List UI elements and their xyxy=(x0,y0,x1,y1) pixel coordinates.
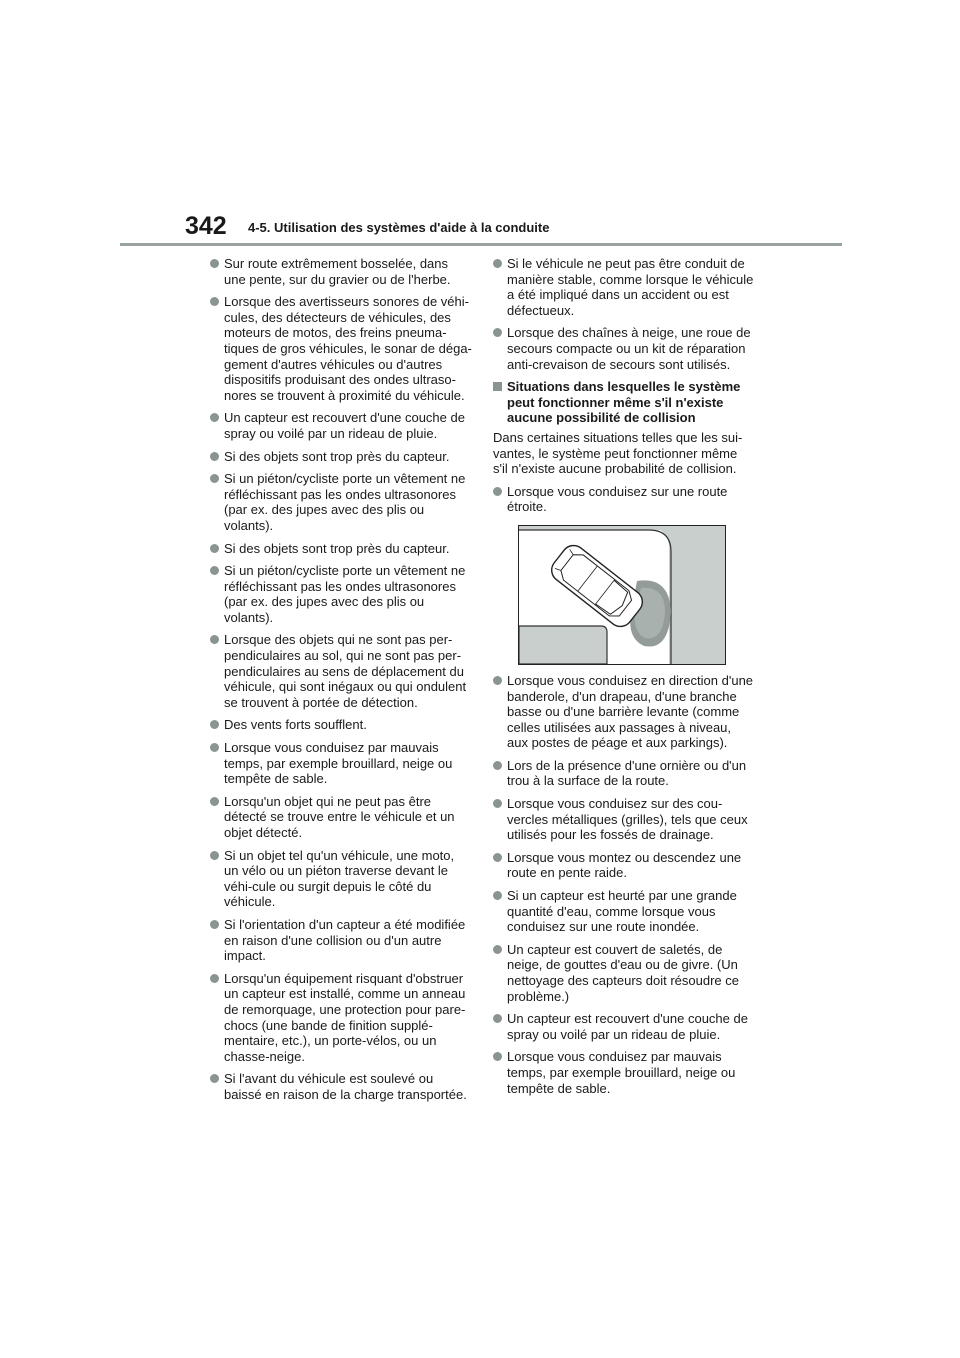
list-item xyxy=(210,794,472,841)
list-item xyxy=(493,888,755,935)
square-bullet-icon xyxy=(493,382,502,391)
list-item-text: Un capteur est recouvert d'une couche de spray ou voilé par un rideau de pluie. xyxy=(224,410,465,441)
list-item-text: Un capteur est recouvert d'une couche de spray ou voilé par un rideau de pluie. xyxy=(507,1011,748,1042)
bullet-icon xyxy=(210,851,219,860)
bullet-icon xyxy=(493,945,502,954)
list-item-text: Lorsque vous conduisez sur une route étroite. xyxy=(507,483,728,515)
list-item xyxy=(210,410,472,441)
list-item-text: Si un capteur est heurté par une grande quantité d'eau, comme lorsque vous conduisez sur une route inondée. xyxy=(507,888,737,935)
list-item xyxy=(210,632,472,710)
list-item-text: Lorsque vous conduisez par mauvais temps, par exemple brouillard, neige ou tempête de sable. xyxy=(507,1049,736,1096)
narrow-road-illustration xyxy=(518,525,726,665)
bullet-icon xyxy=(210,566,219,575)
list-item-text: Si des objets sont trop près du capteur. xyxy=(224,448,450,464)
bullet-icon xyxy=(210,720,219,729)
list-item xyxy=(493,1011,755,1042)
bullet-icon xyxy=(493,676,502,685)
list-item-text: Lorsqu'un objet qui ne peut pas être détecté se trouve entre le véhicule et un objet détecté. xyxy=(224,793,455,840)
list-item xyxy=(493,256,755,318)
list-item-text: Lorsque vous conduisez en direction d'une banderole, d'un drapeau, d'une branche basse ou d'une barrière levante (comme celles utilisées aux passages à niveau, aux postes de péage et aux parkings). xyxy=(507,672,754,751)
bullet-icon xyxy=(493,761,502,770)
list-item-text: Lorsque des avertisseurs sonores de véhi-cules, des détecteurs de véhicules, des moteurs de motos, des freins pneuma-tiques de gros véhicules, le sonar de déga-gement d'autres véhicules ou d'autres dispositifs produisant des ondes ultraso-nores se trouvent à proximité du véhicule. xyxy=(224,294,472,403)
bullet-icon xyxy=(493,487,502,496)
list-item-text: Si le véhicule ne peut pas être conduit de manière stable, comme lorsque le véhicule a été impliqué dans un accident ou est défectueux. xyxy=(507,256,754,318)
bullet-icon xyxy=(210,297,219,306)
list-item-text: Lorsqu'un équipement risquant d'obstruer un capteur est installé, comme un anneau de remorquage, une protection pour pare-chocs (une bande de finition supplé-mentaire, etc.), un porte-vélos, ou un chasse-neige. xyxy=(224,970,466,1064)
page-number: 342 xyxy=(185,212,227,240)
list-item xyxy=(210,256,472,287)
list-item xyxy=(493,942,755,1004)
bullet-icon xyxy=(493,328,502,337)
list-item xyxy=(210,717,472,733)
bullet-icon xyxy=(210,259,219,268)
left-column xyxy=(210,256,472,1110)
bullet-icon xyxy=(210,635,219,644)
narrow-road-drawing xyxy=(519,526,725,664)
list-item xyxy=(210,740,472,787)
list-item xyxy=(493,673,755,751)
list-item xyxy=(493,325,755,372)
list-item-text: Lorsque vous conduisez par mauvais temps, par exemple brouillard, neige ou tempête de sable. xyxy=(224,740,453,787)
list-item-text: Si des objets sont trop près du capteur. xyxy=(224,540,450,556)
bullet-icon xyxy=(210,474,219,483)
bullet-icon xyxy=(210,974,219,983)
list-item-text: Si un piéton/cycliste porte un vêtement ne réfléchissant pas les ondes ultrasonores (par ex. des jupes avec des plis ou volants). xyxy=(224,471,466,533)
bullet-icon xyxy=(210,920,219,929)
list-item-text: Si l'avant du véhicule est soulevé ou baissé en raison de la charge transportée. xyxy=(224,1071,467,1102)
list-item xyxy=(493,758,755,789)
right-column xyxy=(493,256,755,1103)
list-item xyxy=(210,449,472,465)
list-item xyxy=(210,471,472,533)
bullet-icon xyxy=(210,413,219,422)
bullet-icon xyxy=(493,1014,502,1023)
bullet-icon xyxy=(210,452,219,461)
bullet-icon xyxy=(493,853,502,862)
list-item xyxy=(493,796,755,843)
bullet-icon xyxy=(210,1074,219,1083)
bullet-icon xyxy=(493,1052,502,1061)
list-item-text: Des vents forts soufflent. xyxy=(224,717,367,733)
subsection-heading xyxy=(493,379,755,426)
list-item-text: Si l'orientation d'un capteur a été modifiée en raison d'une collision ou d'un autre impact. xyxy=(224,916,466,964)
list-item-text: Lors de la présence d'une ornière ou d'un trou à la surface de la route. xyxy=(507,757,747,789)
bullet-icon xyxy=(493,799,502,808)
list-item-text: Lorsque vous conduisez sur des cou-vercles métalliques (grilles), tels que ceux utilisés pour les fossés de drainage. xyxy=(507,796,748,843)
list-item xyxy=(493,850,755,881)
bullet-icon xyxy=(210,743,219,752)
list-item-text: Un capteur est couvert de saletés, de neige, de gouttes d'eau ou de givre. (Un nettoyage des capteurs doit résoudre ce problème.) xyxy=(507,941,739,1004)
section-title: 4-5. Utilisation des systèmes d'aide à la conduite xyxy=(248,220,550,235)
bullet-icon xyxy=(210,797,219,806)
list-item xyxy=(210,563,472,625)
header-divider xyxy=(120,243,842,246)
intro-paragraph: Dans certaines situations telles que les sui-vantes, le système peut fonctionner même s'il n'existe aucune probabilité de collision. xyxy=(493,429,743,477)
list-item xyxy=(493,484,755,515)
list-item xyxy=(210,917,472,964)
list-item xyxy=(210,848,472,910)
list-item-text: Lorsque des objets qui ne sont pas per-pendiculaires au sol, qui ne sont pas per-pendiculaires au sens de déplacement du véhicule, qui sont inégaux ou qui ondulent se trouvent à portée de détection. xyxy=(224,632,467,710)
bullet-icon xyxy=(210,544,219,553)
list-item-text: Si un piéton/cycliste porte un vêtement ne réfléchissant pas les ondes ultrasonores (par ex. des jupes avec des plis ou volants). xyxy=(224,563,466,625)
list-item-text: Lorsque vous montez ou descendez une route en pente raide. xyxy=(507,849,742,881)
bullet-icon xyxy=(493,891,502,900)
list-item xyxy=(210,541,472,557)
list-item xyxy=(210,294,472,403)
list-item xyxy=(493,1049,755,1096)
list-item-text: Sur route extrêmement bosselée, dans une pente, sur du gravier ou de l'herbe. xyxy=(224,256,451,287)
list-item-text: Lorsque des chaînes à neige, une roue de secours compacte ou un kit de réparation anti-crevaison de secours sont utilisés. xyxy=(507,325,751,372)
list-item-text: Si un objet tel qu'un véhicule, une moto, un vélo ou un piéton traverse devant le véhi-cule ou surgit depuis le côté du véhicule. xyxy=(224,847,455,910)
subsection-heading-text: Situations dans lesquelles le système peut fonctionner même s'il n'existe aucune possibilité de collision xyxy=(507,379,741,426)
list-item xyxy=(210,971,472,1065)
list-item xyxy=(210,1071,472,1102)
bullet-icon xyxy=(493,259,502,268)
